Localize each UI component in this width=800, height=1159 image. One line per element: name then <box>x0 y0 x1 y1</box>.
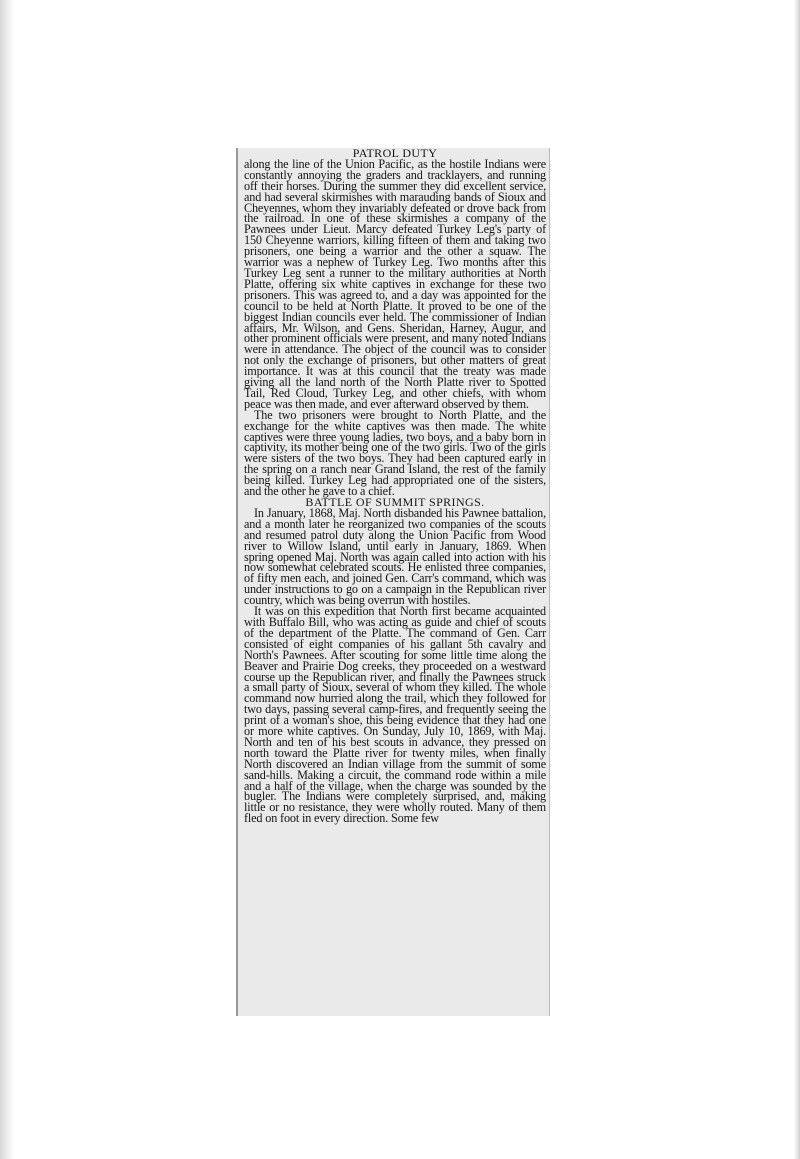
newspaper-clipping <box>236 148 550 1016</box>
article-paragraph: It was on this expedition that North first became acquainted with Buffalo Bill, who was acting as guide and chief of scouts of the department of the Platte. The command of Gen. Carr consisted of eight companies of his gallant 5th cavalry and North's Pawnees. After scouting for some little time along the Beaver and Prairie Dog creeks, they proceeded on a westward course up the Republican river, and finally the Pawnees struck a small party of Sioux, several of whom they killed. The whole command now hurried along the trail, which they followed for two days, passing several camp-fires, and frequently seeing the print of a woman's shoe, this being evidence that they had one or more white captives. On Sunday, July 10, 1869, with Maj. North and ten of his best scouts in advance, they pressed on north toward the Platte river for twenty miles, when finally North discovered an Indian village from the summit of some sand-hills. Making a circuit, the command rode within a mile and a half of the village, when the charge was sounded by the bugler. The Indians were completely surprised, and, making little or no resistance, they were wholly routed. Many of them fled on foot in every direction. Some few <box>244 604 546 826</box>
article-paragraph: along the line of the Union Pacific, as the hostile Indians were constantly annoying the graders and tracklayers, and running off their horses. During the summer they did excellent service, and had several skirmishes with marauding bands of Sioux and Cheyennes, whom they invariably defeated or drove back from the railroad. In one of these skirmishes a company of the Pawnees under Lieut. Marcy defeated Turkey Leg's party of 150 Cheyenne warriors, killing fifteen of them and taking two prisoners, one being a warrior and the other a squaw. The warrior was a nephew of Turkey Leg. Two months after this Turkey Leg sent a runner to the military authorities at North Platte, offering six white captives in exchange for these two prisoners. This was agreed to, and a day was appointed for the council to be held at North Platte. It proved to be one of the biggest Indian councils ever held. The commissioner of Indian affairs, Mr. Wilson, and Gens. Sheridan, Harney, Augur, and other prominent officials were present, and many noted Indians were in attendance. The object of the council was to consider not only the exchange of prisoners, but other matters of great importance. It was at this council that the treaty was made giving all the land north of the North Platte river to Spotted Tail, Red Cloud, Turkey Leg, and other chiefs, with whom peace was then made, and ever afterward observed by them. <box>244 156 546 411</box>
section-heading-patrol-duty: PATROL DUTY <box>352 148 438 160</box>
article-paragraph: In January, 1868, Maj. North disbanded his Pawnee battalion, and a month later he reorganized two companies of the scouts and resumed patrol duty along the Union Pacific from Wood river to Willow Island, until early in January, 1869. When spring opened Maj. North was again called into action with his now somewhat celebrated scouts. He enlisted three companies, of fifty men each, and joined Gen. Carr's command, which was under instructions to go on a campaign in the Republican river country, which was being overrun with hostiles. <box>244 505 546 608</box>
scan-page-edge <box>794 0 800 1159</box>
scan-page-shadow <box>0 0 14 1159</box>
article-paragraph: The two prisoners were brought to North Platte, and the exchange for the white captives was then made. The white captives were three young ladies, two boys, and a baby born in captivity, its mother being one of the two girls. Two of the girls were sisters of the two boys. They had been captured early in the spring on a ranch near Grand Island, the rest of the family being killed. Turkey Leg had appropriated one of the sisters, and the other he gave to a chief. <box>244 407 546 499</box>
section-heading-battle-of-summit-springs: BATTLE OF SUMMIT SPRINGS. <box>305 495 485 509</box>
